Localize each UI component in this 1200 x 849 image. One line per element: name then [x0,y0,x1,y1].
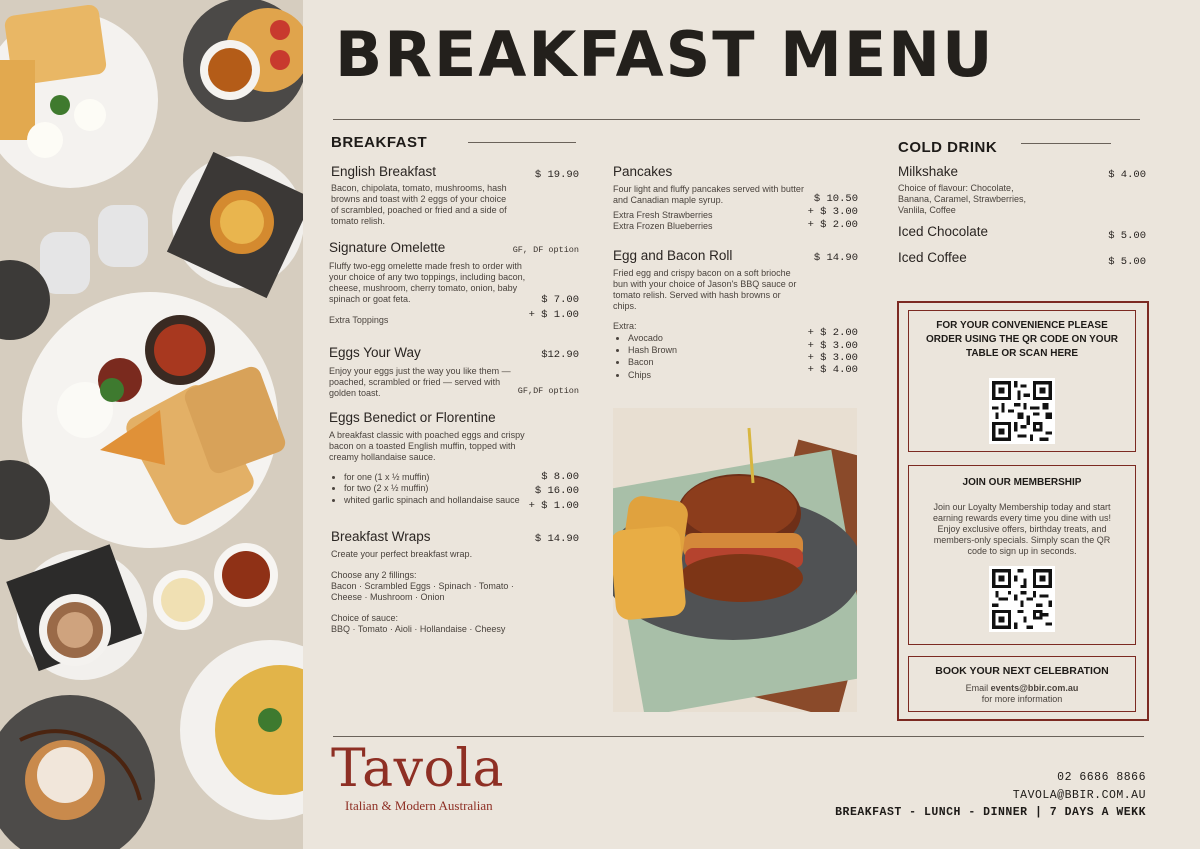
cold-drink-heading-rule [1021,143,1111,144]
item-price: $ 5.00 [1108,256,1146,268]
extra-label: Extra: [613,321,637,331]
extra-price: + $ 2.00 [807,219,858,231]
item-price: $ 19.90 [534,169,579,181]
item-name: Eggs Benedict or Florentine [329,410,496,425]
extra-item: • Chips [628,369,858,381]
item-description: A breakfast classic with poached eggs and crispy bacon on a toasted English muffin, topped with creamy hollandaise sauce. [329,430,525,462]
item-name: Breakfast Wraps [331,529,431,544]
option-price: $ 8.00 [541,471,579,483]
logo-tagline: Italian & Modern Australian [345,798,493,813]
contact-phone[interactable]: 02 6686 8866 [1057,771,1146,784]
eggs-your-way-item [329,345,581,399]
extra-toppings-label: Extra Toppings [329,315,389,325]
fillings-list: Bacon · Scrambled Eggs · Spinach · Tomato · Cheese · Mushroom · Onion [331,581,514,602]
extra-toppings-price: + $ 1.00 [528,309,579,321]
iced-chocolate-item [898,224,1148,242]
membership-heading: JOIN OUR MEMBERSHIP [962,477,1082,488]
item-description: Four light and fluffy pancakes served with butter and Canadian maple syrup. [613,184,804,205]
order-qr-code[interactable] [989,378,1055,444]
egg-bacon-roll-photo [613,408,857,712]
membership-text: Join our Loyalty Membership today and start earning rewards every time you dine with us! Enjoy exclusive offers, birthday treats, and members-only specials. Simply scan the QR code to sign up in seconds. [932,502,1112,556]
page-title: BREAKFAST MENU [335,18,995,91]
breakfast-wraps-item [331,529,581,635]
item-name: Pancakes [613,164,673,179]
membership-box [908,465,1136,645]
opening-hours: BREAKFAST - LUNCH - DINNER | 7 DAYS A WEKK [835,806,1146,819]
item-name: Iced Chocolate [898,224,989,239]
tavola-logo [331,740,504,814]
extra-label: Extra Fresh Strawberries [613,210,713,220]
iced-coffee-item [898,250,1148,268]
pancakes-item [613,164,858,232]
burger-image [613,408,857,712]
footer-divider [333,736,1144,737]
extra-price: + $ 3.00 [807,206,858,218]
item-description: Create your perfect breakfast wrap. [331,549,473,559]
option-item: • for two (2 x ½ muffin) [344,483,529,494]
celebration-more-info: for more information [981,694,1063,704]
celebration-box [908,656,1136,712]
extra-price: + $ 3.00 [807,352,858,364]
eggs-benedict-item [329,410,581,512]
item-description: Choice of flavour: Chocolate, Banana, Caramel, Strawberries, Vanlila, Coffee [898,183,1027,215]
option-price: + $ 1.00 [528,500,579,512]
cold-drink-heading: COLD DRINK [898,139,998,156]
item-description: Fluffy two-egg omelette made fresh to order with your choice of any two toppings, including bacon, cheese, mushroom, cherry tomato, onion, baby spinach or goat feta. [329,261,526,304]
events-email-link[interactable]: events@bbir.com.au [990,683,1079,693]
item-name: Egg and Bacon Roll [613,248,733,263]
extra-item: • Avocado [628,332,858,344]
item-name: English Breakfast [331,164,437,179]
option-item: • for one (1 x ½ muffin) [344,472,529,483]
signature-omelette-item [329,240,581,326]
item-name: Eggs Your Way [329,345,421,360]
email-prefix: Email [965,683,991,693]
english-breakfast-item [331,164,581,227]
celebration-email-line [909,683,1135,694]
membership-qr-code[interactable] [989,566,1055,632]
item-price: $12.90 [541,349,579,361]
extra-price: + $ 3.00 [807,340,858,352]
extra-label: Extra Frozen Blueberries [613,221,713,231]
extra-item: • Hash Brown [628,344,858,356]
order-qr-box [908,310,1136,452]
contact-email[interactable]: TAVOLA@BBIR.COM.AU [1012,789,1146,802]
item-name: Iced Coffee [898,250,967,265]
sauce-list: BBQ · Tomato · Aioli · Hollandaise · Cheesy [331,624,506,634]
menu-panel [303,0,1200,849]
order-instructions: FOR YOUR CONVENIENCE PLEASE ORDER USING THE QR CODE ON YOUR TABLE OR SCAN HERE [925,320,1119,359]
benedict-options [329,472,529,506]
food-collage-image [0,0,303,849]
item-name: Milkshake [898,164,959,179]
item-price: $ 5.00 [1108,230,1146,242]
breakfast-heading: BREAKFAST [331,134,428,151]
dietary-tag: GF, DF option [512,245,579,255]
item-price: $ 10.50 [813,193,858,205]
item-price: $ 14.90 [813,252,858,264]
info-box [897,301,1149,721]
item-description: Enjoy your eggs just the way you like them — poached, scrambled or fried — served with golden toast. [329,366,511,398]
milkshake-item [898,164,1148,216]
item-price: $ 7.00 [541,294,579,306]
dietary-tag: GF,DF option [517,386,579,396]
title-divider [333,119,1140,120]
celebration-heading: BOOK YOUR NEXT CELEBRATION [935,665,1109,677]
item-price: $ 14.90 [534,533,579,545]
breakfast-heading-rule [468,142,576,143]
egg-bacon-roll-item [613,248,858,381]
item-description: Fried egg and crispy bacon on a soft brioche bun with your choice of Jason's BBQ sauce or tomato relish. Served with hash browns or chips. [613,268,797,311]
fillings-label: Choose any 2 fillings: [331,570,417,580]
extra-price: + $ 4.00 [807,364,858,376]
extra-price: + $ 2.00 [807,327,858,339]
food-photo-strip [0,0,303,849]
logo-wordmark: Tavola [331,739,504,799]
extra-item: • Bacon [628,356,858,368]
option-price: $ 16.00 [534,485,579,497]
item-price: $ 4.00 [1108,169,1146,181]
item-name: Signature Omelette [329,240,446,255]
item-description: Bacon, chipolata, tomato, mushrooms, hash browns and toast with 2 eggs of your choice of scrambled, poached or fried and a side of tomato relish. [331,183,507,226]
option-item: • whited garlic spinach and hollandaise sauce [344,495,529,506]
sauce-label: Choice of sauce: [331,613,399,623]
